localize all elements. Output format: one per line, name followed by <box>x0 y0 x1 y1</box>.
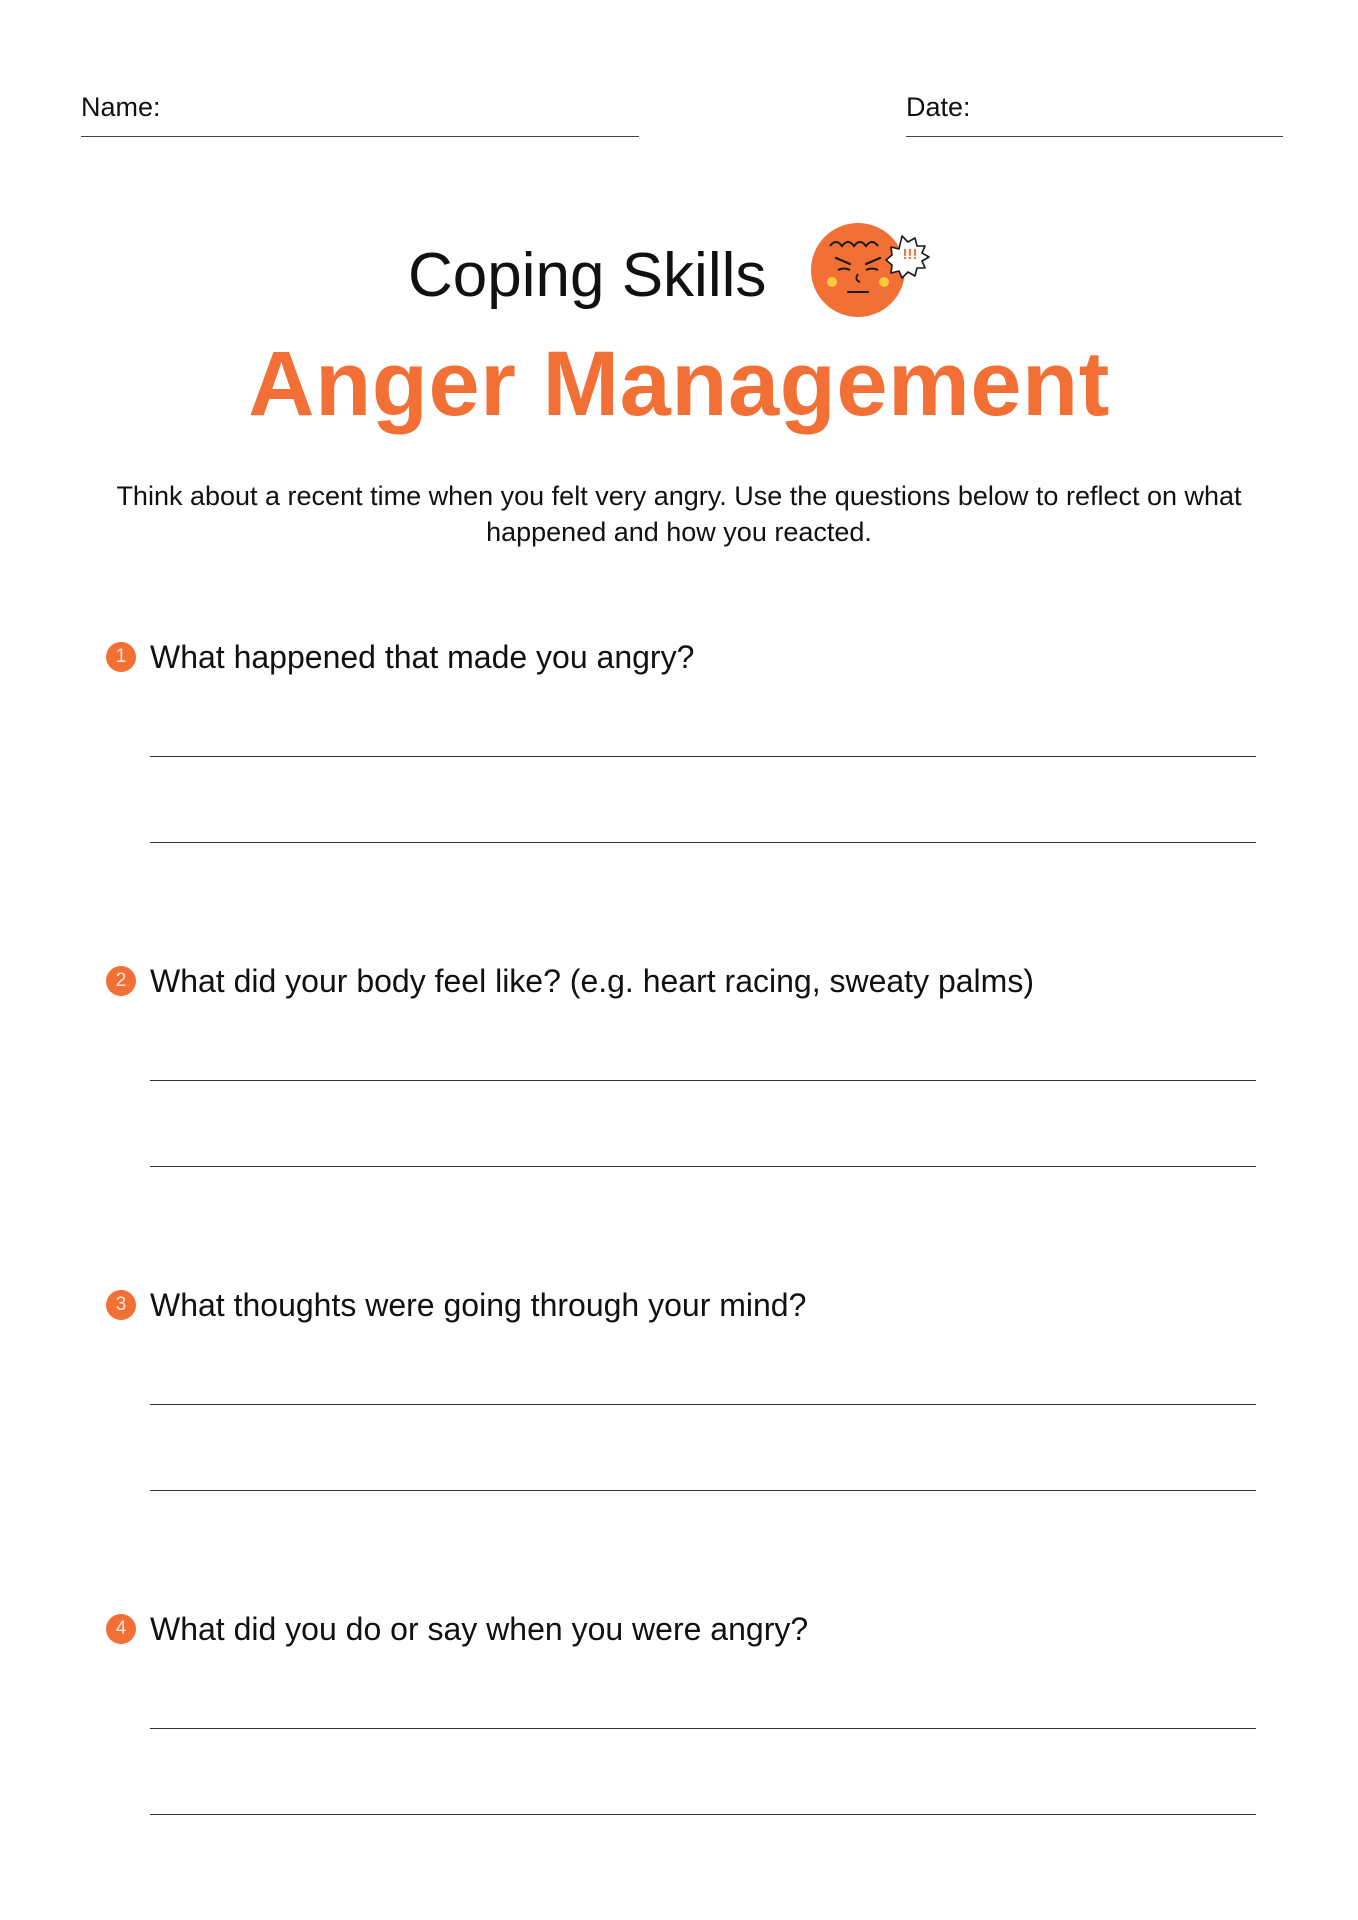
burst-text: !!! <box>902 246 918 263</box>
question-4 <box>0 1608 1358 1868</box>
answer-line[interactable] <box>150 1404 1256 1405</box>
question-text: What did your body feel like? (e.g. heart racing, sweaty palms) <box>150 963 1034 999</box>
answer-line[interactable] <box>150 1728 1256 1729</box>
question-3 <box>0 1284 1358 1544</box>
answer-line[interactable] <box>150 756 1256 757</box>
answer-line[interactable] <box>150 1166 1256 1167</box>
answer-line[interactable] <box>150 842 1256 843</box>
title-row <box>0 222 1358 332</box>
name-field[interactable] <box>81 136 639 137</box>
date-field[interactable] <box>906 136 1283 137</box>
subtitle: Coping Skills <box>408 241 767 310</box>
name-label: Name: <box>81 92 161 122</box>
question-number-badge: 2 <box>106 966 136 996</box>
question-number-badge: 3 <box>106 1290 136 1320</box>
question-text: What happened that made you angry? <box>150 639 695 675</box>
question-1 <box>0 636 1358 896</box>
question-number-badge: 1 <box>106 642 136 672</box>
page-title: Anger Management <box>248 333 1110 435</box>
answer-line[interactable] <box>150 1814 1256 1815</box>
question-text: What thoughts were going through your mind? <box>150 1287 807 1323</box>
answer-line[interactable] <box>150 1080 1256 1081</box>
date-label: Date: <box>906 92 971 122</box>
question-2 <box>0 960 1358 1220</box>
question-text: What did you do or say when you were angry? <box>150 1611 809 1647</box>
instructions: Think about a recent time when you felt very angry. Use the questions below to reflect on what happened and how you reacted. <box>116 481 1242 547</box>
question-number-badge: 4 <box>106 1614 136 1644</box>
angry-face-icon <box>808 222 950 332</box>
answer-line[interactable] <box>150 1490 1256 1491</box>
